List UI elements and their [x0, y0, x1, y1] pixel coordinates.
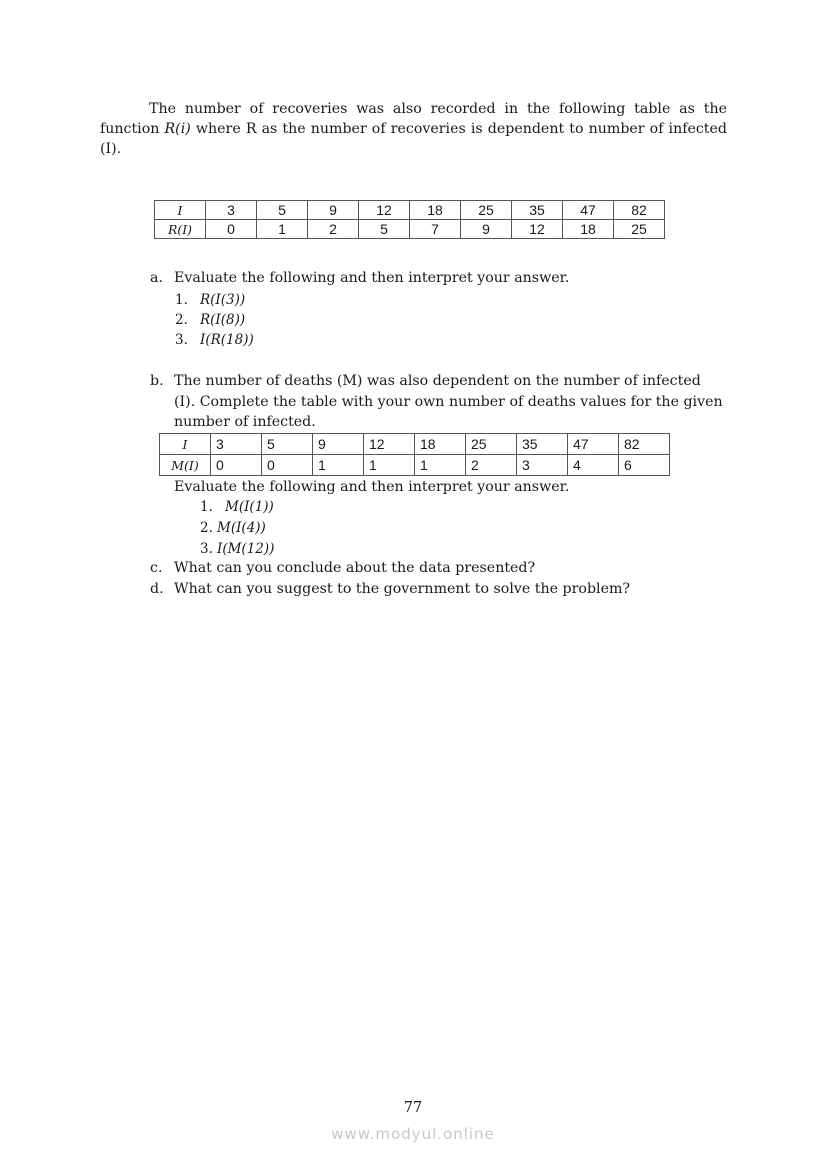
list-item: 2. R(I(8)) — [175, 312, 246, 328]
list-item: 3. I(M(12)) — [200, 541, 275, 557]
table-cell: 6 — [619, 455, 670, 476]
table-cell: 12 — [512, 220, 563, 239]
watermark: www.modyul.online — [331, 1125, 495, 1143]
table-cell: 3 — [211, 434, 262, 455]
table-row — [160, 455, 670, 476]
list-item: 2. M(I(4)) — [200, 520, 266, 536]
table-cell: 82 — [619, 434, 670, 455]
table-cell: 47 — [568, 434, 619, 455]
table-cell: 4 — [568, 455, 619, 476]
table-cell: 82 — [614, 201, 665, 220]
table-cell: 35 — [512, 201, 563, 220]
intro-paragraph — [100, 99, 727, 159]
question-text: Evaluate the following and then interpret your answer. — [174, 270, 570, 286]
table-cell: 0 — [206, 220, 257, 239]
intro-function: R(i) — [164, 121, 191, 137]
deaths-table — [159, 433, 670, 476]
table-cell: 9 — [308, 201, 359, 220]
table-cell: 18 — [410, 201, 461, 220]
question-text: The number of deaths (M) was also dependent on the number of infected — [174, 373, 701, 389]
question-marker: c. — [150, 560, 163, 576]
question-marker: b. — [150, 373, 164, 389]
question-marker: d. — [150, 581, 164, 597]
row-header: R(I) — [155, 220, 206, 239]
table-cell: 0 — [262, 455, 313, 476]
table-cell: 18 — [415, 434, 466, 455]
table-cell: 47 — [563, 201, 614, 220]
question-b-line: number of infected. — [174, 414, 316, 430]
question-text: What can you suggest to the government to solve the problem? — [174, 581, 631, 597]
table-cell: 35 — [517, 434, 568, 455]
table-cell: 5 — [262, 434, 313, 455]
table-cell: 3 — [517, 455, 568, 476]
table-cell: 5 — [359, 220, 410, 239]
table-cell: 1 — [415, 455, 466, 476]
row-header: I — [160, 434, 211, 455]
question-b-line: (I). Complete the table with your own number of deaths values for the given — [174, 394, 723, 410]
table-cell: 0 — [211, 455, 262, 476]
table-cell: 2 — [466, 455, 517, 476]
table-row — [155, 201, 665, 220]
question-b-followup: Evaluate the following and then interpret your answer. — [174, 479, 570, 495]
list-item: 1. R(I(3)) — [175, 292, 246, 308]
list-item: 3. I(R(18)) — [175, 332, 254, 348]
table-cell: 1 — [313, 455, 364, 476]
row-header: M(I) — [160, 455, 211, 476]
question-b — [150, 371, 701, 392]
table-row — [155, 220, 665, 239]
intro-text-2: where R as the number of recoveries is dependent to number of infected (I). — [100, 121, 727, 157]
table-cell: 9 — [461, 220, 512, 239]
table-cell: 18 — [563, 220, 614, 239]
question-d — [150, 579, 630, 600]
table-cell: 2 — [308, 220, 359, 239]
table-cell: 1 — [257, 220, 308, 239]
table-row — [160, 434, 670, 455]
table-cell: 25 — [461, 201, 512, 220]
page-number: 77 — [403, 1100, 423, 1116]
question-a — [150, 268, 569, 289]
table-cell: 12 — [364, 434, 415, 455]
recoveries-table — [154, 200, 665, 239]
question-c — [150, 558, 535, 579]
list-item: 1. M(I(1)) — [200, 499, 274, 515]
table-cell: 9 — [313, 434, 364, 455]
row-header: I — [155, 201, 206, 220]
table-cell: 1 — [364, 455, 415, 476]
table-cell: 25 — [614, 220, 665, 239]
question-marker: a. — [150, 270, 163, 286]
table-cell: 12 — [359, 201, 410, 220]
intro-text-1: The number of recoveries was also recorded in the following table as the function — [100, 101, 727, 137]
question-text: What can you conclude about the data presented? — [174, 560, 536, 576]
table-cell: 25 — [466, 434, 517, 455]
table-cell: 3 — [206, 201, 257, 220]
table-cell: 5 — [257, 201, 308, 220]
table-cell: 7 — [410, 220, 461, 239]
